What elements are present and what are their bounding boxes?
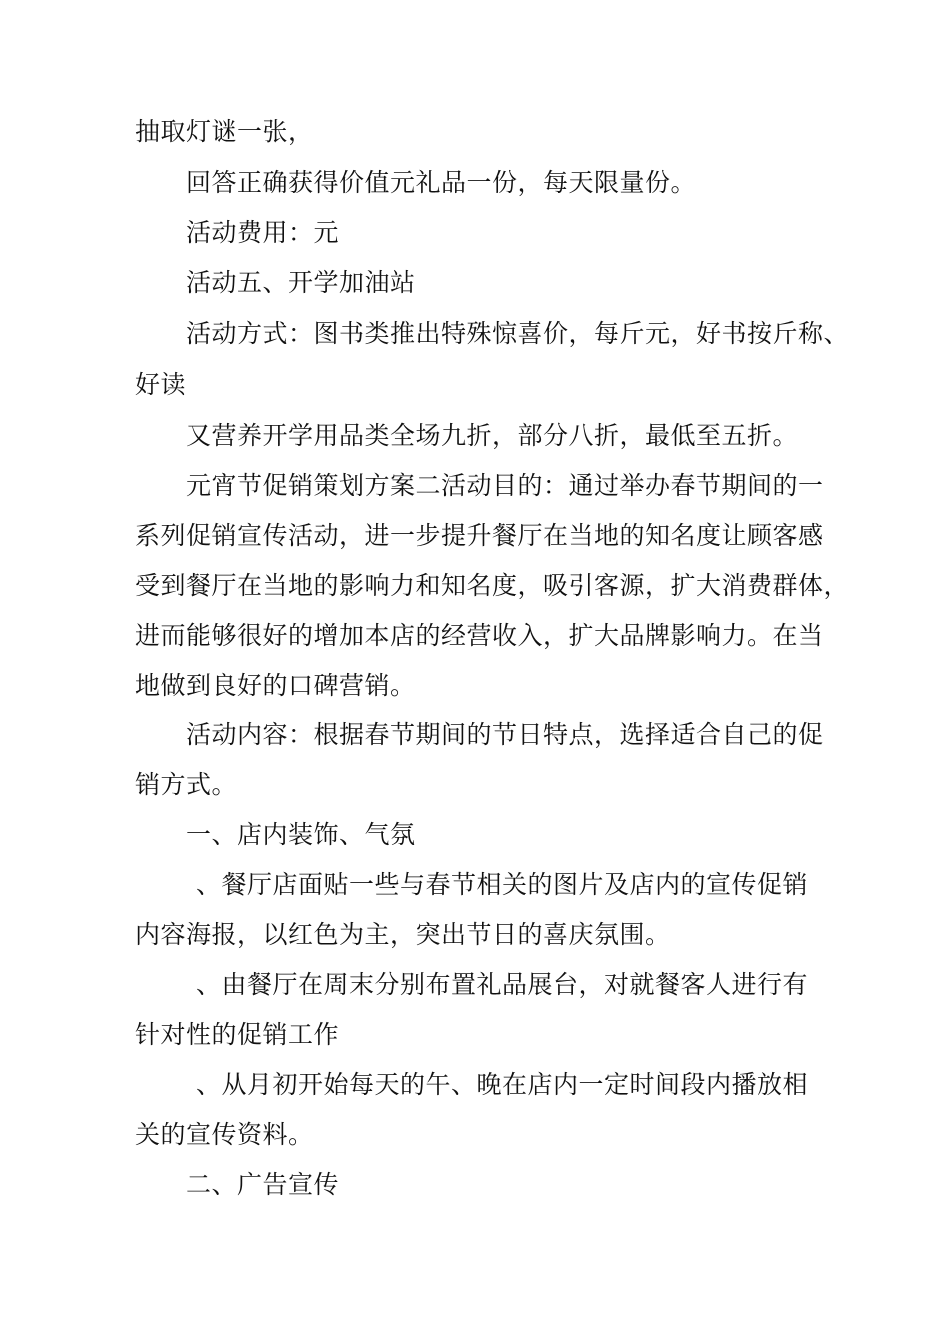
section-heading: 一、店内装饰、气氛 [186,820,416,849]
text-line: 关的宣传资料。 [135,1120,314,1149]
text-line: 受到餐厅在当地的影响力和知名度，吸引客源，扩大消费群体， [135,571,850,600]
text-line: 活动费用：元 [186,218,340,247]
text-line: 好读 [135,370,187,399]
text-line: 内容海报，以红色为主，突出节日的喜庆氛围。 [135,920,671,949]
text-line: 抽取灯谜一张， [135,117,314,146]
text-line: 元宵节促销策划方案二活动目的：通过举办春节期间的一 [186,471,824,500]
section-heading: 二、广告宣传 [186,1170,340,1199]
text-line: 回答正确获得价值元礼品一份，每天限量份。 [186,168,697,197]
text-line: 活动五、开学加油站 [186,268,416,297]
text-line: 、餐厅店面贴一些与春节相关的图片及店内的宣传促销 [196,870,809,899]
text-line: 地做到良好的口碑营销。 [135,671,416,700]
text-line: 活动方式：图书类推出特殊惊喜价，每斤元，好书按斤称、 [186,319,850,348]
text-line: 活动内容：根据春节期间的节日特点，选择适合自己的促 [186,720,824,749]
text-line: 进而能够很好的增加本店的经营收入，扩大品牌影响力。在当 [135,621,824,650]
text-line: 、从月初开始每天的午、晚在店内一定时间段内播放相 [196,1070,809,1099]
text-line: 针对性的促销工作 [135,1020,340,1049]
text-line: 系列促销宣传活动，进一步提升餐厅在当地的知名度让顾客感 [135,521,824,550]
text-line: 又营养开学用品类全场九折，部分八折，最低至五折。 [186,421,799,450]
text-line: 销方式。 [135,770,238,799]
text-line: 、由餐厅在周末分别布置礼品展台，对就餐客人进行有 [196,970,809,999]
